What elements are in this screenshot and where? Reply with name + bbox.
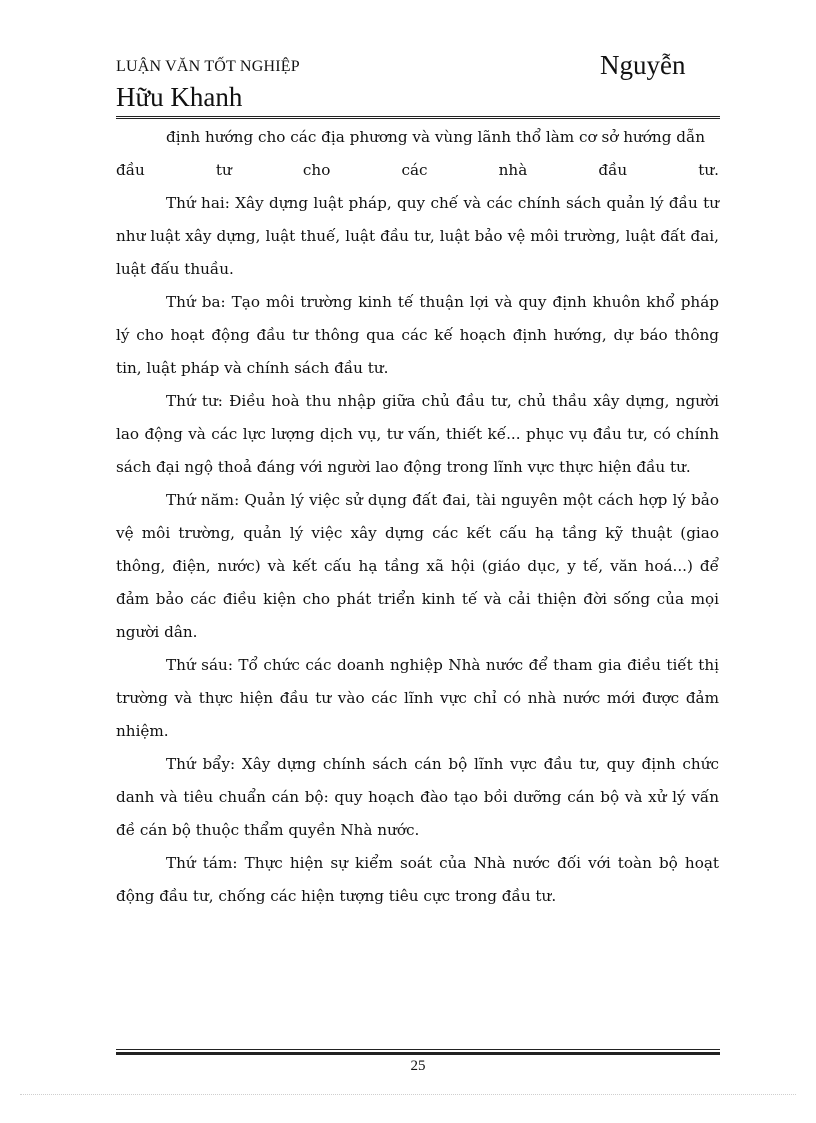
paragraph-thu-sau: Thứ sáu: Tổ chức các doanh nghiệp Nhà nước để tham gia điều tiết thị trường và thực hiện đầu tư vào các lĩnh vực chỉ có nhà nước mới được đảm nhiệm. xyxy=(116,656,719,740)
paragraph-thu-bay: Thứ bẩy: Xây dựng chính sách cán bộ lĩnh vực đầu tư, quy định chức danh và tiêu chuẩn cán bộ: quy hoạch đào tạo bồi dưỡng cán bộ và xử lý vấn đề cán bộ thuộc thẩm quyền Nhà nước. xyxy=(116,755,719,839)
thesis-title: LUẬN VĂN TỐT NGHIỆP xyxy=(116,58,300,75)
paragraph-thu-tu: Thứ tư: Điều hoà thu nhập giữa chủ đầu tư, chủ thầu xây dựng, người lao động và các lực lượng dịch vụ, tư vấn, thiết kế... phục vụ đầu tư, có chính sách đại ngộ thoả đáng với người lao động trong lĩnh vực thực hiện đầu tư. xyxy=(116,392,719,476)
paragraph-thu-tam: Thứ tám: Thực hiện sự kiểm soát của Nhà nước đối với toàn bộ hoạt động đầu tư, chống các hiện tượng tiêu cực trong đầu tư. xyxy=(116,854,719,905)
continuation-line-1: định hướng cho các địa phương và vùng lãnh thổ làm cơ sở hướng dẫn xyxy=(166,128,706,146)
header-rule xyxy=(116,116,720,119)
author-name-part2: Hữu Khanh xyxy=(116,82,243,112)
continuation-line-2: đầu tư cho các nhà đầu tư. xyxy=(116,161,719,179)
page-body xyxy=(116,121,719,913)
footer-rule-thin xyxy=(116,1049,720,1050)
footer-rule-thick xyxy=(116,1052,720,1055)
page-edge-dotted-line xyxy=(20,1094,796,1095)
paragraph-thu-ba: Thứ ba: Tạo môi trường kinh tế thuận lợi và quy định khuôn khổ pháp lý cho hoạt động đầu tư thông qua các kế hoạch định hướng, dự báo thông tin, luật pháp và chính sách đầu tư. xyxy=(116,293,719,377)
paragraph-thu-nam: Thứ năm: Quản lý việc sử dụng đất đai, tài nguyên một cách hợp lý bảo vệ môi trường, quản lý việc xây dựng các kết cấu hạ tầng kỹ thuật (giao thông, điện, nước) và kết cấu hạ tầng xã hội (giáo dục, y tế, văn hoá...) để đảm bảo các điều kiện cho phát triển kinh tế và cải thiện đời sống của mọi người dân. xyxy=(116,491,719,641)
page-number: 25 xyxy=(410,1058,426,1074)
paragraph-thu-hai: Thứ hai: Xây dựng luật pháp, quy chế và các chính sách quản lý đầu tư như luật xây dựng, luật thuế, luật đầu tư, luật bảo vệ môi trường, luật đất đai, luật đấu thuầu. xyxy=(116,194,719,278)
author-name-part1: Nguyễn xyxy=(600,50,686,80)
